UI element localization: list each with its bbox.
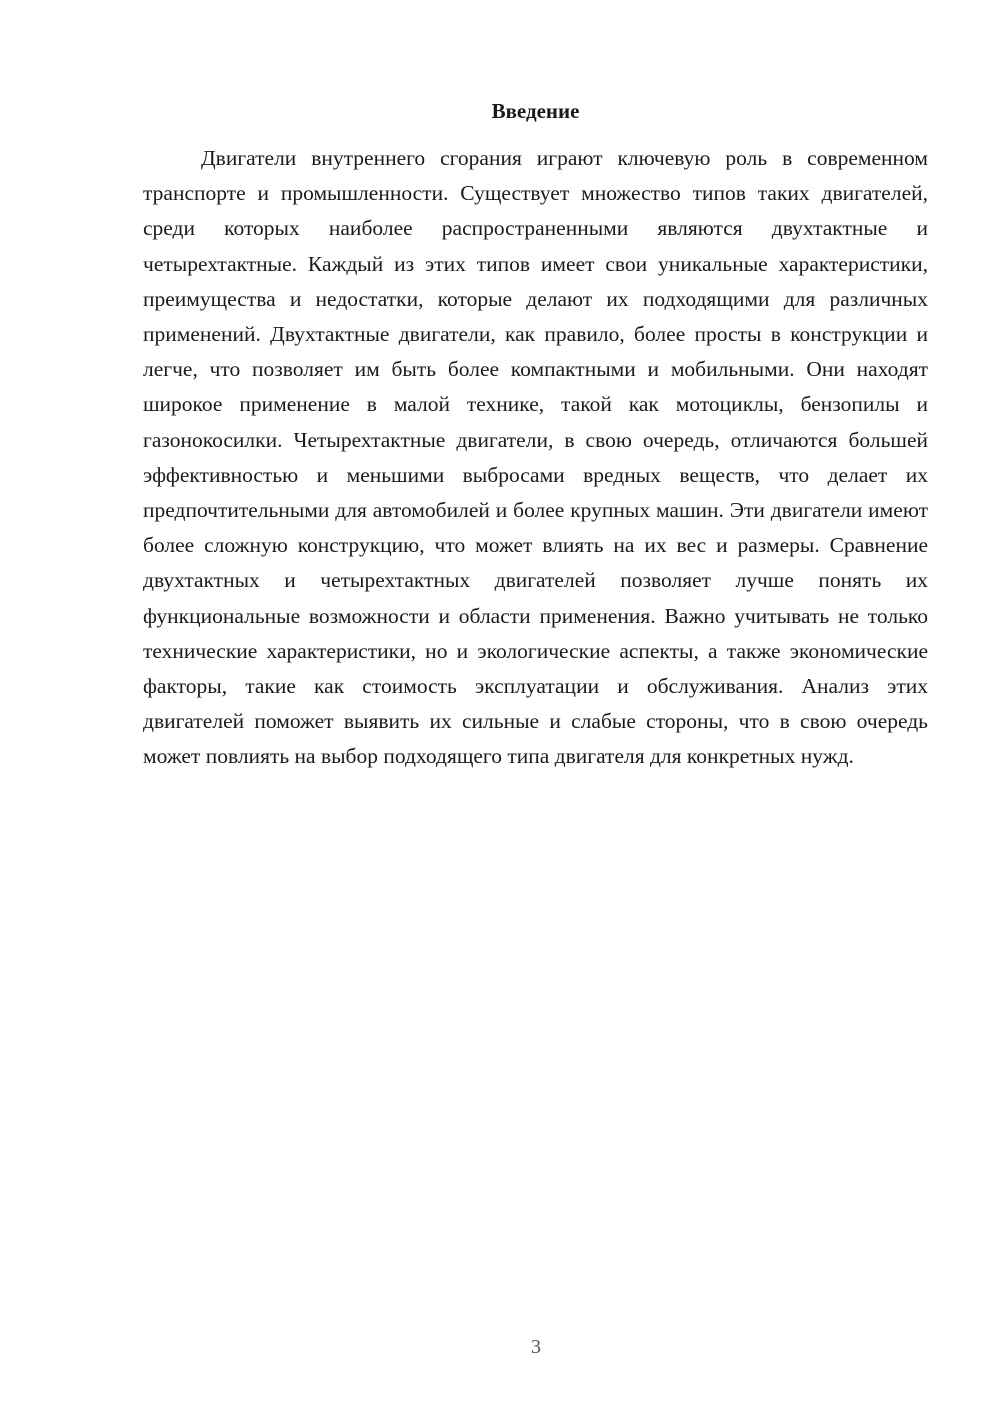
page-number: 3 <box>531 1336 541 1358</box>
body-paragraph: Двигатели внутреннего сгорания играют ключевую роль в современном транспорте и промышленности. Существует множество типов таких двигателей, среди которых наиболее распространенными являются двухтактные и четырехтактные. Каждый из этих типов имеет свои уникальные характеристики, преимущества и недостатки, которые делают их подходящими для различных применений. Двухтактные двигатели, как правило, более просты в конструкции и легче, что позволяет им быть более компактными и мобильными. Они находят широкое применение в малой технике, такой как мотоциклы, бензопилы и газонокосилки. Четырехтактные двигатели, в свою очередь, отличаются большей эффективностью и меньшими выбросами вредных веществ, что делает их предпочтительными для автомобилей и более крупных машин. Эти двигатели имеют более сложную конструкцию, что может влиять на их вес и размеры. Сравнение двухтактных и четырехтактных двигателей позволяет лучше понять их функциональные возможности и области применения. Важно учитывать не только технические характеристики, но и экологические аспекты, а также экономические факторы, такие как стоимость эксплуатации и обслуживания. Анализ этих двигателей поможет выявить их сильные и слабые стороны, что в свою очередь может повлиять на выбор подходящего типа двигателя для конкретных нужд. <box>143 146 928 769</box>
section-heading: Введение <box>491 99 580 123</box>
